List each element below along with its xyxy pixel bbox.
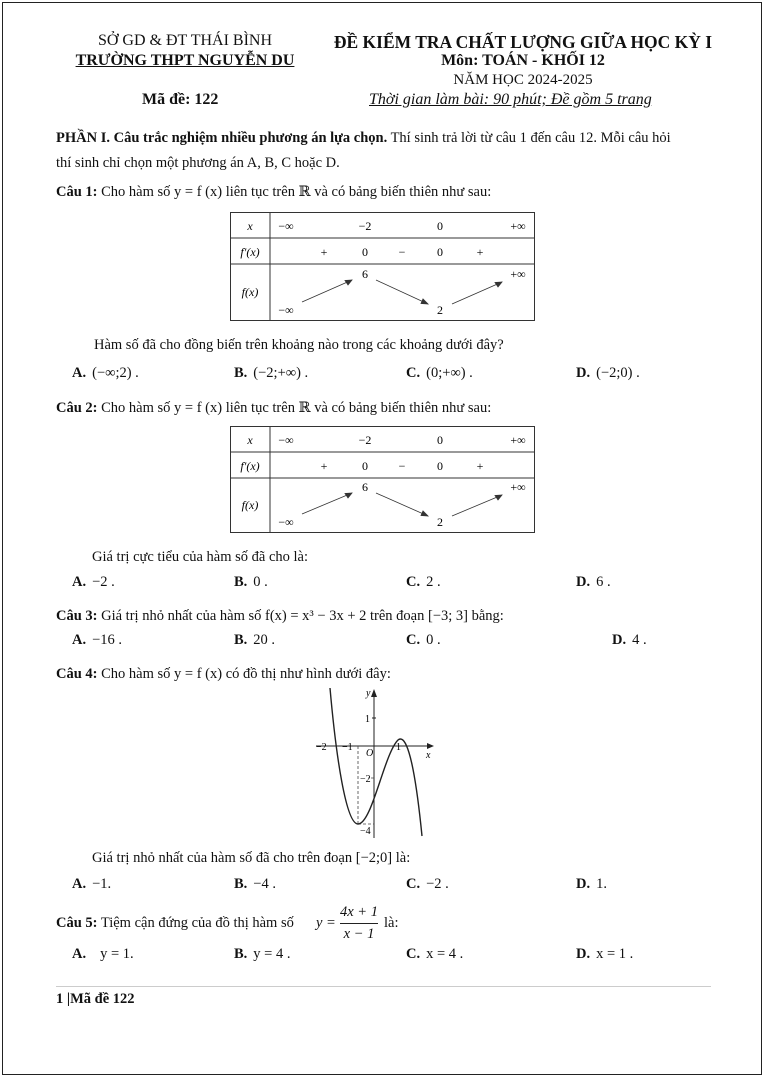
q2-arrows: [302, 493, 502, 516]
q5-fraction-bar: [340, 923, 378, 924]
q1-option-c[interactable]: C. (0;+∞) .: [406, 365, 473, 381]
q1-sign: 0: [362, 245, 368, 259]
q2-row-f: f(x): [241, 498, 259, 512]
q3-label: Câu 3:: [56, 608, 98, 624]
q1-sign: +: [320, 245, 328, 259]
part1-intro-line2: thí sinh chỉ chọn một phương án A, B, C hoặc D.: [56, 155, 340, 171]
q3-option-a[interactable]: A. −16 .: [72, 632, 123, 648]
q2-f-val: 2: [437, 515, 443, 529]
q4-option-d[interactable]: D. 1.: [576, 876, 607, 892]
q2-option-a[interactable]: A. −2 .: [72, 574, 115, 590]
q1-sign: 0: [437, 245, 443, 259]
q4-graph-label-m2x: −2: [316, 742, 327, 753]
q4-graph-label-x: x: [426, 750, 431, 761]
q3-option-c[interactable]: C. 0 .: [406, 632, 441, 648]
q2-x-val: 0: [437, 433, 443, 447]
q4-graph-label-m4y: −4: [360, 826, 371, 837]
q4-graph-label-m1x: −1: [342, 742, 353, 753]
q1-option-b[interactable]: B. (−2;+∞) .: [234, 365, 309, 381]
q2-variation-table: [230, 426, 536, 534]
q2-option-c[interactable]: C. 2 .: [406, 574, 441, 590]
q5-option-c[interactable]: C. x = 4 .: [406, 946, 464, 962]
part1-title: PHẦN I. Câu trắc nghiệm nhiều phương án lựa chọn.: [56, 130, 388, 146]
q2-x-val: −2: [358, 433, 372, 447]
q2-label: Câu 2:: [56, 400, 98, 416]
dept-name: SỞ GD & ĐT THÁI BÌNH: [97, 32, 273, 49]
q4-stem: Cho hàm số y = f (x) có đồ thị như hình dưới đây:: [101, 666, 391, 682]
q1-stem-line: [56, 184, 491, 201]
q3-option-b[interactable]: B. 20 .: [234, 632, 276, 648]
q3-stem-line: [56, 608, 504, 625]
q1-stem: Cho hàm số y = f (x) liên tục trên ℝ và có bảng biến thiên như sau:: [101, 184, 492, 200]
q3-stem: Giá trị nhỏ nhất của hàm số f(x) = x³ − 3x + 2 trên đoạn [−3; 3] bằng:: [101, 608, 504, 624]
q2-x-val: +∞: [510, 433, 526, 447]
q2-f-val: −∞: [278, 515, 294, 529]
school-name: TRƯỜNG THPT NGUYỄN DU: [75, 52, 295, 69]
subject: Môn: TOÁN - KHỐI 12: [441, 52, 605, 69]
q5-option-a[interactable]: A. y = 1.: [72, 946, 134, 962]
q4-graph-label-1y: 1: [365, 714, 370, 725]
q2-x-val: −∞: [278, 433, 294, 447]
q1-option-a[interactable]: A. (−∞;2) .: [72, 365, 139, 381]
q2-option-d[interactable]: D. 6 .: [576, 574, 611, 590]
q2-question: Giá trị cực tiểu của hàm số đã cho là:: [92, 549, 309, 565]
q5-stem-pre: Tiệm cận đứng của đồ thị hàm số: [100, 915, 294, 931]
footer-divider: [56, 986, 711, 987]
q4-option-c[interactable]: C. −2 .: [406, 876, 449, 892]
q5-label: Câu 5:: [56, 915, 98, 931]
q2-row-x: x: [247, 433, 253, 447]
q5-option-b[interactable]: B. y = 4 .: [234, 946, 291, 962]
q1-f-val: +∞: [510, 267, 526, 281]
q2-sign: 0: [362, 459, 368, 473]
school-year: NĂM HỌC 2024-2025: [453, 72, 593, 88]
q4-option-a[interactable]: A. −1.: [72, 876, 112, 892]
footer-page-label: 1 |Mã đề 122: [56, 991, 135, 1007]
q4-stem-line: [56, 666, 391, 683]
q4-question: Giá trị nhỏ nhất của hàm số đã cho trên đoạn [−2;0] là:: [92, 850, 411, 866]
q2-option-b[interactable]: B. 0 .: [234, 574, 268, 590]
q5-stem-line: [56, 915, 294, 932]
q1-x-val: −∞: [278, 219, 294, 233]
q4-graph-label-y: y: [366, 688, 371, 699]
q4-graph-label-1x: 1: [396, 742, 401, 753]
q4-graph: [310, 686, 440, 842]
q4-graph-label-o: O: [366, 748, 374, 759]
q1-label: Câu 1:: [56, 184, 98, 200]
q4-graph-label-m2y: −2: [360, 774, 371, 785]
q5-stem-post: là:: [384, 915, 399, 931]
q1-x-val: −2: [358, 219, 372, 233]
q2-stem: Cho hàm số y = f (x) liên tục trên ℝ và có bảng biến thiên như sau:: [101, 400, 492, 416]
exam-title: ĐỀ KIỂM TRA CHẤT LƯỢNG GIỮA HỌC KỲ I: [333, 32, 713, 52]
q4-option-b[interactable]: B. −4 .: [234, 876, 276, 892]
q1-x-val: 0: [437, 219, 443, 233]
q5-option-d[interactable]: D. x = 1 .: [576, 946, 634, 962]
q1-f-val: −∞: [278, 303, 294, 317]
q2-sign: +: [320, 459, 328, 473]
q2-sign: 0: [437, 459, 443, 473]
q2-sign: +: [476, 459, 484, 473]
q1-question: Hàm số đã cho đồng biến trên khoảng nào trong các khoảng dưới đây?: [94, 337, 504, 353]
q1-sign: +: [476, 245, 484, 259]
part1-intro-rest: Thí sinh trả lời từ câu 1 đến câu 12. Mỗi câu hỏi: [387, 130, 671, 146]
q1-variation-table: [230, 212, 536, 322]
exam-code: Mã đề: 122: [142, 91, 219, 108]
q1-row-f: f(x): [241, 285, 259, 299]
q1-f-val: 6: [362, 267, 368, 281]
q2-f-val: 6: [362, 480, 368, 494]
q2-row-fp: f′(x): [240, 459, 260, 473]
q5-numerator: 4x + 1: [340, 904, 378, 920]
q5-y-eq: y =: [316, 915, 336, 931]
q1-option-d[interactable]: D. (−2;0) .: [576, 365, 640, 381]
duration: Thời gian làm bài: 90 phút; Đề gồm 5 trang: [369, 91, 652, 108]
q1-arrows: [302, 280, 502, 304]
part1-intro: [56, 130, 671, 147]
q5-denominator: x − 1: [343, 926, 375, 942]
q3-option-d[interactable]: D. 4 .: [612, 632, 647, 648]
q2-stem-line: [56, 400, 491, 417]
q1-x-val: +∞: [510, 219, 526, 233]
q1-row-x: x: [247, 219, 253, 233]
q4-label: Câu 4:: [56, 666, 98, 682]
q1-sign: −: [398, 245, 406, 259]
q1-f-val: 2: [437, 303, 443, 317]
q2-sign: −: [398, 459, 406, 473]
q1-row-fp: f′(x): [240, 245, 260, 259]
q2-f-val: +∞: [510, 480, 526, 494]
